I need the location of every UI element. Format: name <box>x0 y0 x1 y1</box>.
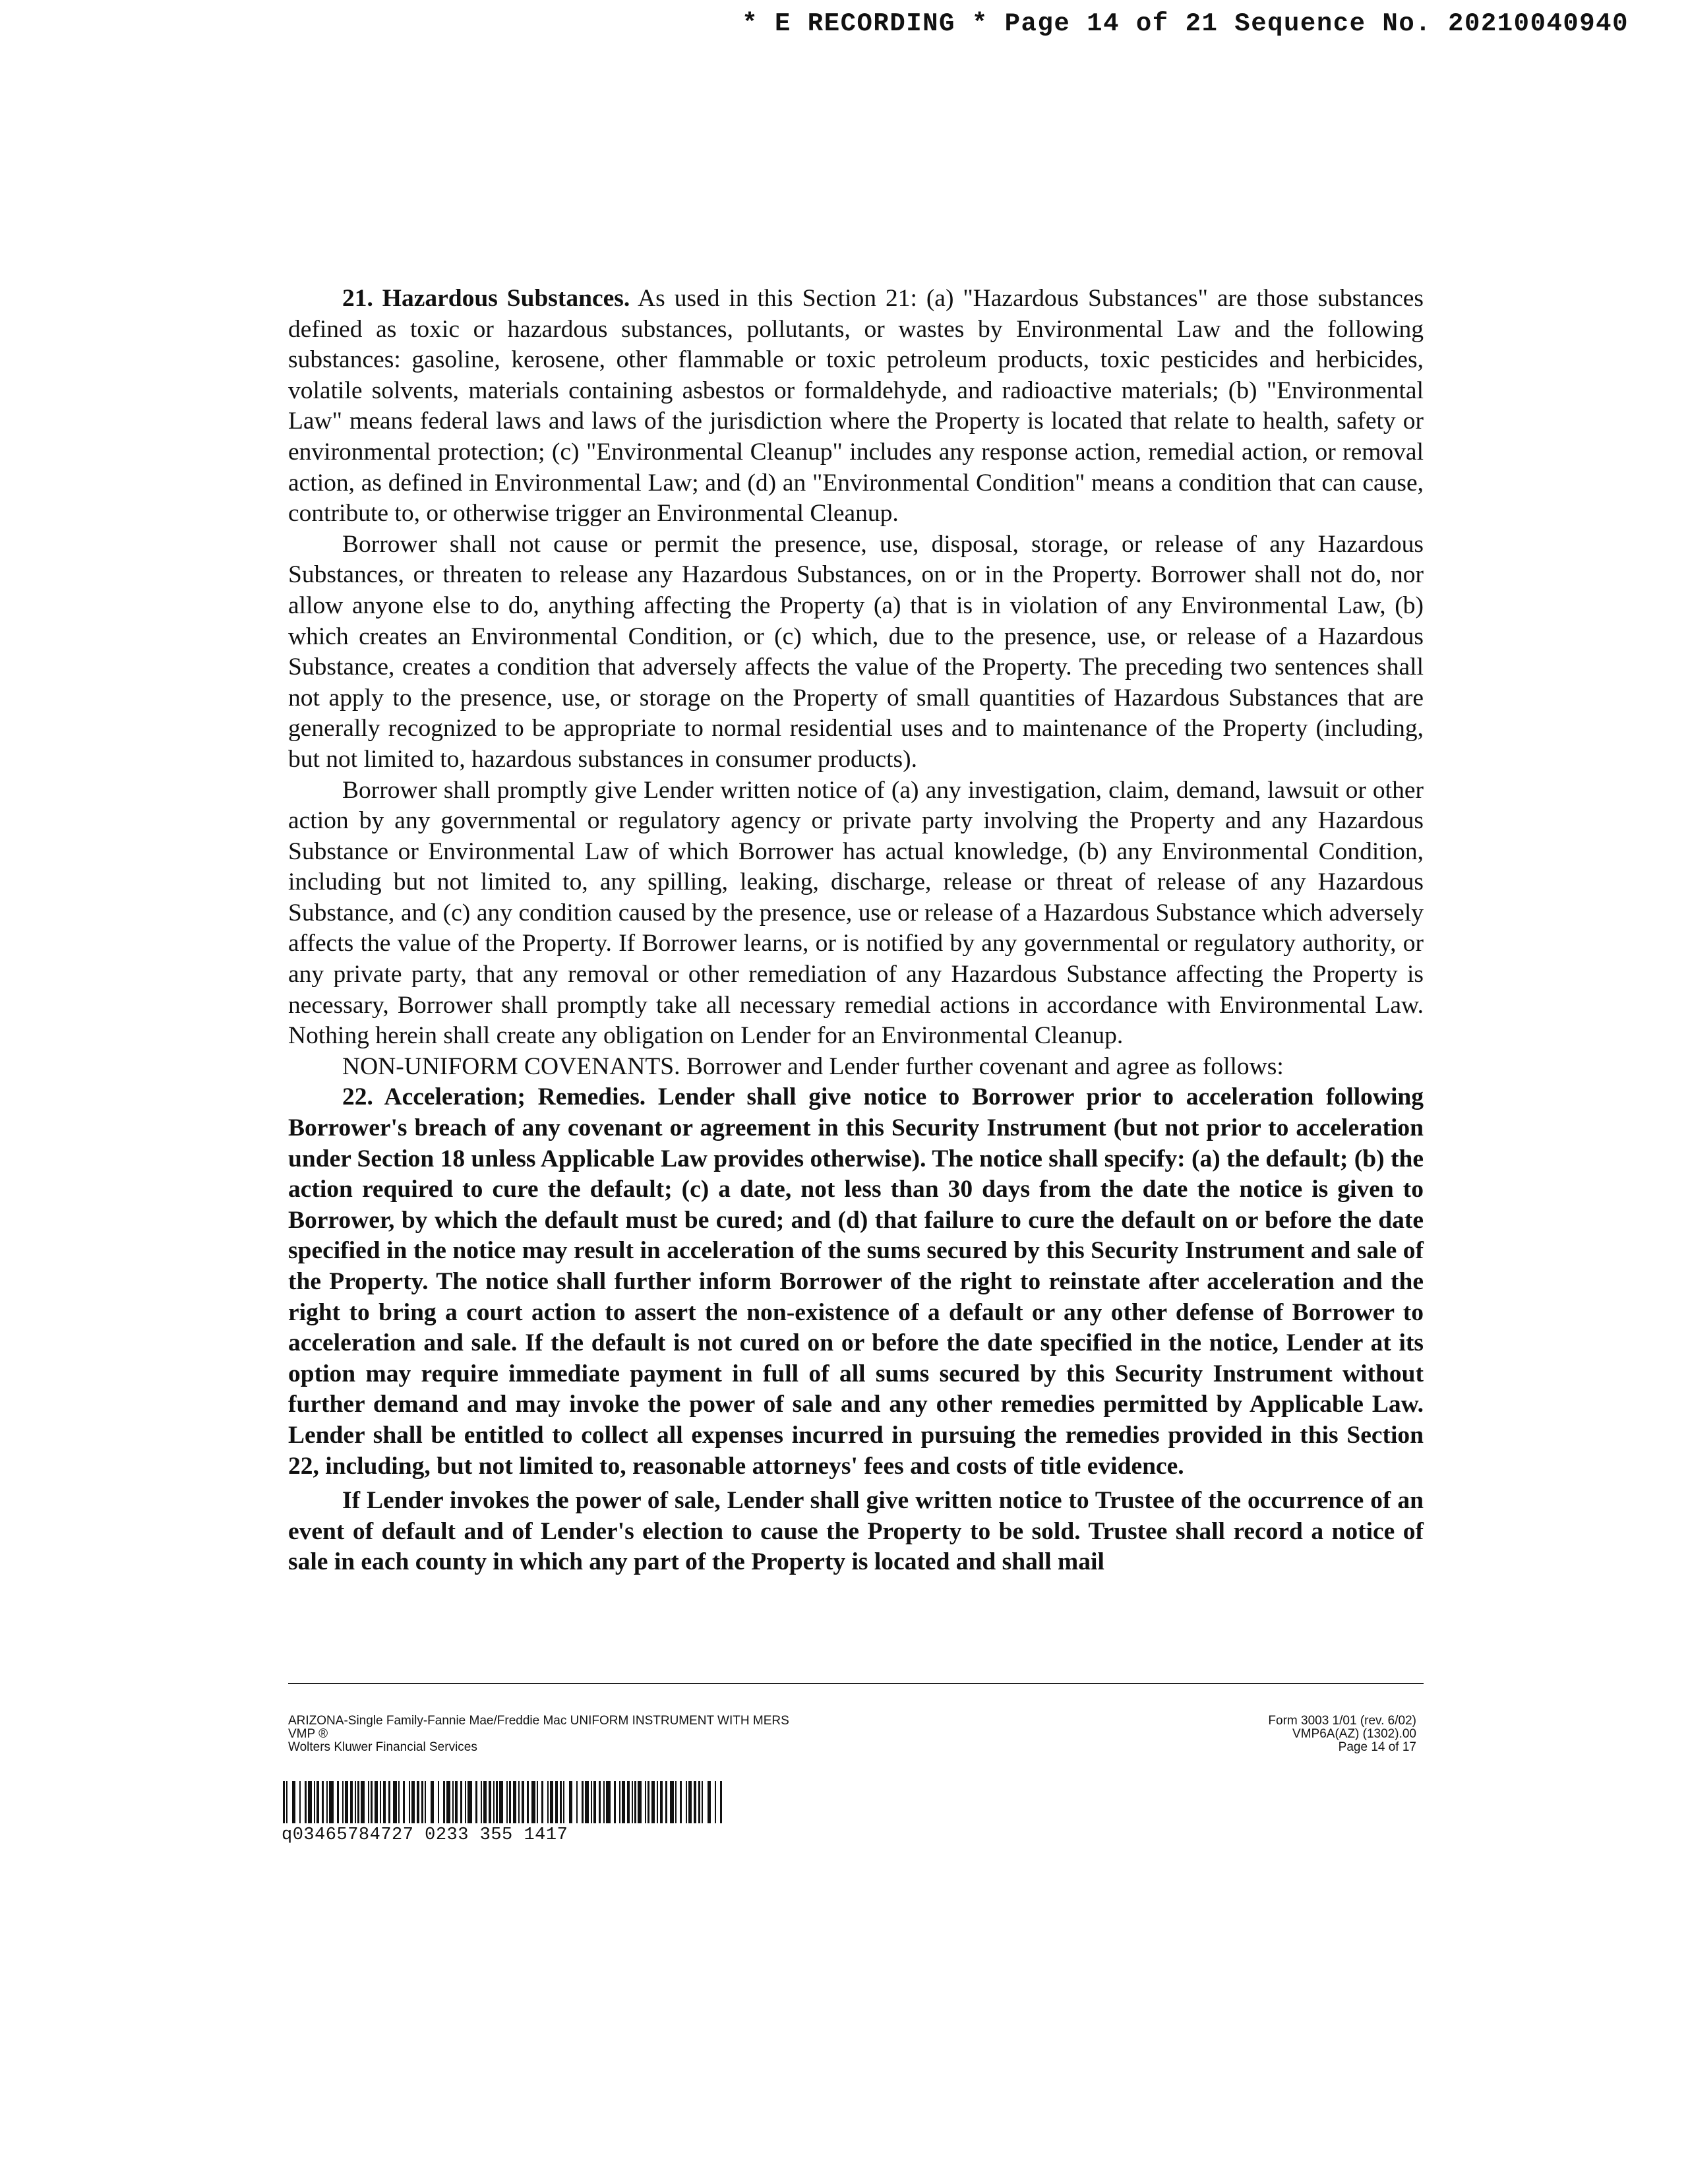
barcode-number: q03465784727 0233 355 1417 <box>282 1825 568 1845</box>
barcode-bar <box>299 1781 301 1823</box>
barcode-bar <box>522 1781 524 1823</box>
barcode-bar <box>493 1781 495 1823</box>
barcode-bar <box>555 1781 558 1823</box>
barcode-bar <box>665 1781 667 1823</box>
power-of-sale-paragraph: If Lender invokes the power of sale, Lender shall give written notice to Trustee of the occurrence of an event of default and of Lender's election to cause the Property to be sold. Trustee shall record a notice of sale in each county in which any part of the Property is located and shall mail <box>288 1487 1424 1576</box>
barcode-bar <box>452 1781 454 1823</box>
barcode-bar <box>425 1781 426 1823</box>
barcode-bar <box>496 1781 498 1823</box>
barcode-bar <box>398 1781 400 1823</box>
section-21-paragraph-3: Borrower shall promptly give Lender written notice of (a) any investigation, claim, demand, lawsuit or other action by any governmental or regulatory agency or private party involving the Property and any Hazardous Substance or Environmental Law of which Borrower has actual knowledge, (b) any Environmental Condition, including but not limited to, any spilling, leaking, discharge, release or threat of release of any Hazardous Substance, and (c) any condition caused by the presence, use or release of a Hazardous Substance which adversely affects the value of the Property. If Borrower learns, or is notified by any governmental or regulatory authority, or any private party, that any removal or other remediation of any Hazardous Substance affecting the Property is necessary, Borrower shall promptly take all necessary remedial actions in accordance with Environmental Law. Nothing herein shall create any obligation on Lender for an Environmental Cleanup. <box>288 776 1424 1050</box>
barcode-bar <box>614 1781 616 1823</box>
section-22-paragraph: 22. Acceleration; Remedies. Lender shall give notice to Borrower prior to acceleration following Borrower's breach of any covenant or agreement in this Security Instrument (but not prior to acceleration under Section 18 unless Applicable Law provides otherwise). The notice shall specify: (a) the default; (b) the action required to cure the default; (c) a date, not less than 30 days from the date the notice is given to Borrower, by which the default must be cured; and (d) that failure to cure the default on or before the date specified in the notice may result in acceleration of the sums secured by this Security Instrument and sale of the Property. The notice shall further inform Borrower of the right to reinstate after acceleration and the right to bring a court action to assert the non-existence of a default or any other defense of Borrower to acceleration and sale. If the default is not cured on or before the date specified in the notice, Lender at its option may require immediate payment in full of all sums secured by this Security Instrument without further demand and may invoke the power of sale and any other remedies permitted by Applicable Law. Lender shall be entitled to collect all expenses incurred in pursuing the remedies provided in this Section 22, including, but not limited to, reasonable attorneys' fees and costs of title evidence. <box>288 1083 1424 1480</box>
barcode-bar <box>627 1781 630 1823</box>
footer-vmp-mark: VMP ® <box>288 1727 328 1741</box>
barcode-bar <box>527 1781 529 1823</box>
barcode-bar <box>388 1781 390 1823</box>
footer-form-info <box>288 1714 789 1754</box>
barcode-bar <box>326 1781 328 1823</box>
barcode-bar <box>670 1781 674 1823</box>
barcode-bar <box>593 1781 596 1823</box>
footer-publisher: Wolters Kluwer Financial Services <box>288 1740 477 1754</box>
barcode-bar <box>715 1781 716 1823</box>
footer-vmp-code: VMP6A(AZ) (1302).00 <box>1292 1727 1416 1741</box>
barcode-bar <box>383 1781 386 1823</box>
barcode-bar <box>518 1781 520 1823</box>
barcode-bar <box>576 1781 578 1823</box>
barcode-bar <box>634 1781 636 1823</box>
barcode-bar <box>606 1781 611 1823</box>
barcode-bar <box>550 1781 553 1823</box>
barcode-bar <box>421 1781 423 1823</box>
barcode-bar <box>563 1781 564 1823</box>
barcode-bar <box>509 1781 511 1823</box>
barcode-bar <box>292 1781 295 1823</box>
barcode-bar <box>481 1781 482 1823</box>
footer-form-number <box>1268 1714 1416 1754</box>
barcode-bar <box>506 1781 508 1823</box>
barcode-bar <box>694 1781 696 1823</box>
barcode-bar <box>460 1781 462 1823</box>
barcode-bar <box>371 1781 373 1823</box>
barcode-bar <box>686 1781 687 1823</box>
barcode-bar <box>698 1781 700 1823</box>
barcode-bar <box>599 1781 601 1823</box>
barcode-bar <box>675 1781 677 1823</box>
barcode-bar <box>455 1781 458 1823</box>
recording-header: * E RECORDING * Page 14 of 21 Sequence No. 20210040940 <box>742 9 1629 38</box>
barcode-bar <box>585 1781 589 1823</box>
barcode-bar <box>619 1781 620 1823</box>
barcode-bar <box>342 1781 344 1823</box>
barcode-bar <box>513 1781 516 1823</box>
barcode-bar <box>417 1781 419 1823</box>
barcode-bar <box>305 1781 307 1823</box>
barcode-bar <box>375 1781 378 1823</box>
barcode-image <box>282 1781 726 1823</box>
barcode-bar <box>680 1781 682 1823</box>
barcode-bar <box>499 1781 503 1823</box>
footer-page-number: Page 14 of 17 <box>1338 1740 1416 1754</box>
barcode-bar <box>361 1781 365 1823</box>
footer-form-code: Form 3003 1/01 (rev. 6/02) <box>1268 1714 1416 1728</box>
barcode-bar <box>638 1781 642 1823</box>
barcode-bar <box>708 1781 711 1823</box>
barcode-bar <box>648 1781 649 1823</box>
barcode-bar <box>531 1781 535 1823</box>
barcode-bar <box>489 1781 491 1823</box>
barcode-bar <box>368 1781 369 1823</box>
barcode-bar <box>283 1781 285 1823</box>
barcode-bar <box>541 1781 543 1823</box>
barcode-bar <box>393 1781 397 1823</box>
barcode-bar <box>467 1781 472 1823</box>
footer-divider <box>288 1683 1424 1684</box>
barcode-bar <box>411 1781 415 1823</box>
barcode-bar <box>702 1781 703 1823</box>
barcode-bar <box>632 1781 633 1823</box>
barcode-bar <box>591 1781 592 1823</box>
barcode-bar <box>355 1781 356 1823</box>
barcode-bar <box>483 1781 487 1823</box>
barcode-bar <box>438 1781 439 1823</box>
non-uniform-covenants: NON-UNIFORM COVENANTS. Borrower and Lender further covenant and agree as follows: <box>342 1052 1284 1080</box>
section-21-intro: As used in this Section 21: (a) "Hazardous Substances" are those substances defined as toxic or hazardous substances, pollutants, or wastes by Environmental Law and the following substances: gasoline, kerosene, other flammable or toxic petroleum products, toxic pesticides and herbicides, volatile solvents, materials containing asbestos or formaldehyde, and radioactive materials; (b) "Environmental Law" means federal laws and laws of the jurisdiction where the Property is located that relate to health, safety or environmental protection; (c) "Environmental Cleanup" includes any response action, remedial action, or removal action, as defined in Environmental Law; and (d) an "Environmental Condition" means a condition that can cause, contribute to, or otherwise trigger an Environmental Cleanup. <box>288 285 1424 528</box>
barcode-bar <box>603 1781 605 1823</box>
barcode-bar <box>537 1781 538 1823</box>
barcode-bar <box>286 1781 287 1823</box>
barcode-bar <box>314 1781 315 1823</box>
barcode-bar <box>651 1781 655 1823</box>
barcode-bar <box>622 1781 625 1823</box>
section-21-paragraph-2: Borrower shall not cause or permit the presence, use, disposal, storage, or release of any Hazardous Substances, or threaten to release any Hazardous Substances, on or in the Property. Borrower shall not do, nor allow anyone else to do, anything affecting the Property (a) that is in violation of any Environmental Law, (b) which creates an Environmental Condition, or (c) which, due to the presence, use, or release of a Hazardous Substance, creates a condition that adversely affects the value of the Property. The preceding two sentences shall not apply to the presence, use, or storage on the Property of small quantities of Hazardous Substances that are generally recognized to be appropriate to normal residential uses and to maintenance of the Property (including, but not limited to, hazardous substances in consumer products). <box>288 530 1424 773</box>
barcode-bar <box>582 1781 584 1823</box>
barcode-bar <box>380 1781 381 1823</box>
barcode-bar <box>660 1781 663 1823</box>
barcode-bar <box>322 1781 324 1823</box>
barcode-bar <box>475 1781 477 1823</box>
barcode-bar <box>569 1781 572 1823</box>
barcode-bar <box>329 1781 334 1823</box>
barcode-bar <box>308 1781 312 1823</box>
barcode-bar <box>403 1781 405 1823</box>
barcode-bar <box>688 1781 692 1823</box>
barcode-bar <box>645 1781 646 1823</box>
barcode-bar <box>345 1781 348 1823</box>
footer-instrument-title: ARIZONA-Single Family-Fannie Mae/Freddie Mac UNIFORM INSTRUMENT WITH MERS <box>288 1714 789 1728</box>
barcode-bar <box>720 1781 722 1823</box>
document-body <box>288 284 1424 1578</box>
barcode-bar <box>560 1781 562 1823</box>
barcode-bar <box>431 1781 434 1823</box>
barcode-bar <box>465 1781 466 1823</box>
barcode-bar <box>443 1781 445 1823</box>
barcode-bar <box>657 1781 658 1823</box>
section-21-heading: 21. Hazardous Substances. <box>342 285 630 312</box>
barcode-bar <box>446 1781 450 1823</box>
barcode-bar <box>350 1781 353 1823</box>
barcode-bar <box>547 1781 549 1823</box>
section-21-paragraph-1 <box>288 284 1424 530</box>
barcode-bar <box>357 1781 359 1823</box>
barcode-bar <box>409 1781 410 1823</box>
barcode-bar <box>316 1781 319 1823</box>
barcode-bar <box>337 1781 339 1823</box>
